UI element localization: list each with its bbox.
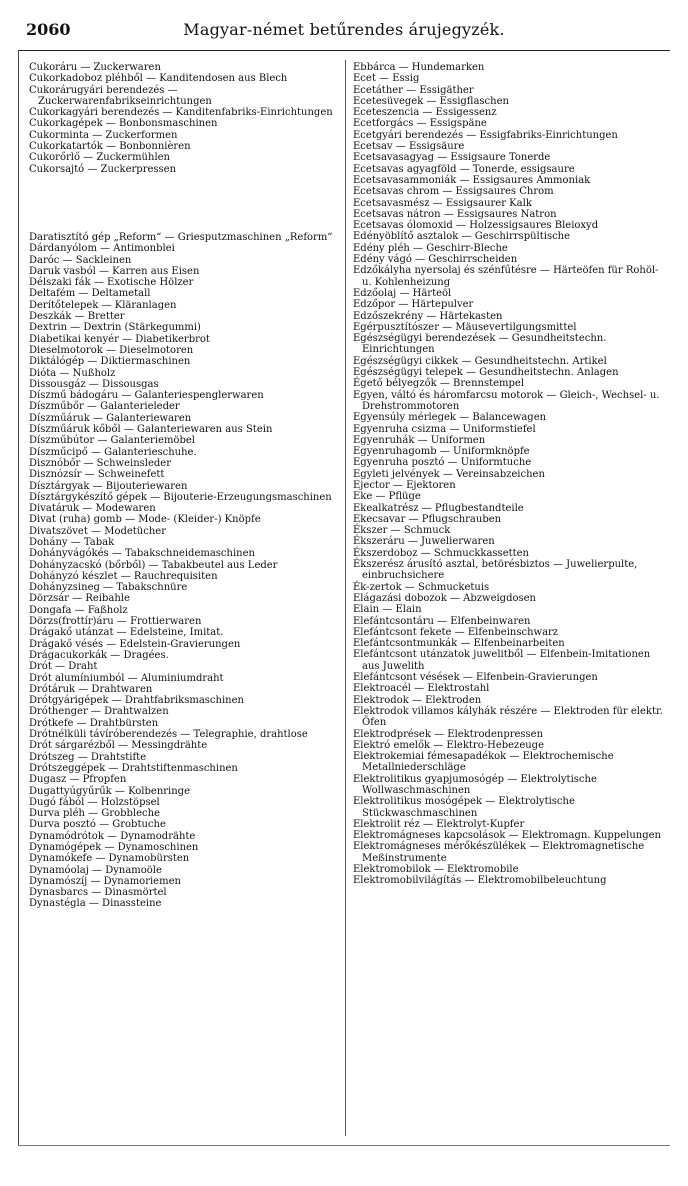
index-entry: Drágakő utánzat — Edelsteine, Imitat.: [29, 627, 224, 639]
index-entry: Edzőkályha nyersolaj és szénfűtésre — Härteöfen für Rohöl- u. Kohlenheizung: [353, 265, 659, 288]
index-entry: Dísztárgyak — Bijouteriewaren: [29, 480, 188, 492]
index-entry: Ék-zertok — Schmucketuis: [353, 581, 490, 593]
index-entry: Elektromágneses mérőkészülékek — Elektromagnetische Meßinstrumente: [353, 841, 645, 864]
index-entry: Ecet — Essig: [353, 73, 420, 85]
index-entry: Egészségügyi telepek — Gesundheitstechn. Anlagen: [353, 367, 619, 379]
footer-rule: [18, 1145, 670, 1146]
index-entry: Ebbárca — Hundemarken: [353, 62, 485, 73]
index-entry: Elektrolitikus gyapjumosógép — Elektrolytische Wollwaschmaschinen: [353, 773, 597, 796]
index-entry: Drótáruk — Drahtwaren: [29, 683, 153, 695]
index-entry: Dörzsár — Reibahle: [29, 593, 130, 605]
index-entry: Díszmű bádogáru — Galanteriespenglerwaren: [29, 390, 264, 402]
header-rule: [18, 50, 670, 51]
index-entry: Dextrin — Dextrin (Stärkegummi): [29, 322, 201, 334]
index-entry: Drótszeggépek — Drahtstiftenmaschinen: [29, 762, 238, 774]
index-entry: Egyen, váltó és háromfarcsu motorok — Gleich-, Wechsel- u. Drehstrommotoren: [353, 389, 660, 412]
index-entry: Daruk vasból — Karren aus Eisen: [29, 265, 200, 277]
index-entry: Elefántcsont fekete — Elfenbeinschwarz: [353, 626, 559, 638]
index-entry: Elain — Elain: [353, 604, 422, 616]
index-entry: Egyenruha posztó — Uniformtuche: [353, 457, 532, 469]
index-entry: Daróc — Sackleinen: [29, 254, 132, 266]
index-entry: Dynamógépek — Dynamoschinen: [29, 842, 199, 853]
index-entry: Diktálógép — Diktiermaschinen: [29, 356, 191, 368]
index-entry: Egyenruhagomb — Uniformknöpfe: [353, 446, 530, 458]
index-entry: Elágazási dobozok — Abzweigdosen: [353, 592, 536, 604]
index-entry: Egérpusztítószer — Mäusevertilgungsmittel: [353, 321, 577, 333]
index-entry: Durva posztó — Grobtuche: [29, 819, 166, 831]
index-entry: Edény pléh — Geschirr-Bleche: [353, 242, 508, 254]
index-entry: Dohányzacskó (bőrből) — Tabakbeutel aus Leder: [29, 559, 278, 571]
index-entry: Cukorkagépek — Bonbonsmaschinen: [29, 118, 218, 130]
index-entry: Deszkák — Bretter: [29, 311, 125, 323]
index-entry: Elektrodok villamos kályhák részére — Elektroden für elektr. Öfen: [353, 705, 663, 729]
left-column: [29, 62, 337, 910]
index-entry: Ecetsavas nátron — Essigsaures Natron: [353, 208, 557, 220]
index-entry: Egyleti jelvények — Vereinsabzeichen: [353, 468, 545, 480]
index-entry: Ecetsavas agyagföld — Tonerde, essigsaure: [353, 163, 575, 175]
index-entry: Eke — Pflüge: [353, 491, 421, 503]
index-entry: Dynamóolaj — Dynamoöle: [29, 864, 162, 876]
index-entry: Elektrolit réz — Elektrolyt-Kupfer: [353, 818, 525, 830]
index-entry: Ecetáther — Essigäther: [353, 84, 474, 96]
index-entry: Dugasz — Pfropfen: [29, 774, 127, 786]
index-entry: Diabetikai kenyér — Diabetikerbrot: [29, 333, 210, 345]
index-entry: Ecetsavasammoniák — Essigsaures Ammoniak: [353, 174, 591, 186]
index-entry: Dohány — Tabak: [29, 536, 115, 548]
index-entry: Dynamókefe — Dynamobürsten: [29, 853, 190, 865]
page-header: [18, 14, 670, 48]
index-entry: Durva pléh — Grobbleche: [29, 808, 161, 820]
index-entry: Elektrolitikus mosógépek — Elektrolytische Stückwaschmaschinen: [353, 796, 575, 819]
index-entry: Díszműáruk kőből — Galanteriewaren aus Stein: [29, 424, 273, 436]
index-entry: Egészségügyi berendezések — Gesundheitstechn. Einrichtungen: [353, 333, 607, 356]
index-entry: Disznóbőr — Schweinsleder: [29, 457, 171, 469]
index-entry: Cukorkadoboz pléhből — Kanditendosen aus Blech: [29, 73, 288, 85]
index-entry: Dugattyúgyűrűk — Kolbenringe: [29, 785, 190, 797]
index-entry: Ékszerdoboz — Schmuckkassetten: [353, 547, 530, 559]
index-entry: Ékszeráru — Juwelierwaren: [353, 536, 495, 548]
page-number: 2060: [26, 20, 71, 39]
index-entry: Elektrodok — Elektroden: [353, 694, 482, 706]
index-entry: Elefántcsont vésések — Elfenbein-Gravierungen: [353, 672, 598, 684]
index-entry: Ecetsavas chrom — Essigsaures Chrom: [353, 186, 554, 198]
column-divider: [345, 60, 346, 1136]
index-entry: Dynasbarcs — Dinasmörtel: [29, 887, 167, 899]
index-entry: Dynastégla — Dinassteine: [29, 898, 162, 910]
index-entry: Ékszer — Schmuck: [353, 525, 451, 537]
index-entry: Drágakő vésés — Edelstein-Gravierungen: [29, 638, 241, 650]
index-entry: Divatszövet — Modetücher: [29, 525, 166, 537]
index-entry: Ekealkatrész — Pflugbestandteile: [353, 502, 524, 514]
index-entry: Ecetgyári berendezés — Essigfabriks-Einrichtungen: [353, 129, 618, 141]
index-entry: Dísztárgykészítő gépek — Bijouterie-Erzeugungsmaschinen: [29, 491, 332, 503]
index-entry: Egyenruha csizma — Uniformstiefel: [353, 423, 536, 435]
index-entry: Deltafém — Deltametall: [29, 288, 151, 300]
index-entry: Cukorkagyári berendezés — Kanditenfabriks-Einrichtungen: [29, 107, 333, 119]
index-entry: Ecetsavasagyag — Essigsaure Tonerde: [353, 152, 551, 164]
index-entry: Elefántcsontmunkák — Elfenbeinarbeiten: [353, 638, 565, 650]
index-entry: Ecetsavas ólomoxid — Holzessigsaures Bleioxyd: [353, 220, 599, 232]
index-entry: Dohányzsineg — Tabakschnüre: [29, 582, 188, 594]
index-entry: Edény vágó — Geschirrscheiden: [353, 254, 518, 266]
index-entry: Cukorminta — Zuckerformen: [29, 129, 178, 141]
index-entry: Dissousgáz — Dissousgas: [29, 378, 159, 390]
index-entry: Drótszeg — Drahtstifte: [29, 751, 147, 763]
index-entry: Ékszerész árusító asztal, betörésbiztos — Juwelierpulte, einbruchsichere: [353, 559, 638, 582]
index-entry: Díszműbútor — Galanteriemöbel: [29, 435, 195, 447]
index-entry: Eceteszencia — Essigessenz: [353, 107, 497, 119]
index-entry: Drót alumíniumból — Aluminiumdraht: [29, 672, 224, 684]
index-entry: Ecetforgács — Essigspäne: [353, 118, 487, 130]
index-entry: Cukorárugyári berendezés — Zuckerwarenfabrikseinrichtungen: [29, 84, 212, 107]
index-entry: Dróthenger — Drahtwalzen: [29, 706, 169, 718]
index-entry: Elektró emelők — Elektro-Hebezeuge: [353, 739, 545, 751]
index-entry: Elektromobilvilágítás — Elektromobilbeleuchtung: [353, 875, 607, 887]
index-entry: Díszműáruk — Galanteriewaren: [29, 412, 192, 424]
left-margin-rule: [18, 50, 19, 1146]
index-entry: Egyensúly mérlegek — Balancewagen: [353, 412, 547, 424]
index-entry: Drótkefe — Drahtbürsten: [29, 717, 159, 729]
index-entry: Cukorkatartók — Bonbonnièren: [29, 141, 191, 153]
index-entry: Daratisztító gép „Reform“ — Griesputzmaschinen „Reform“: [29, 231, 333, 243]
index-entry: Délszaki fák — Exotische Hölzer: [29, 277, 194, 289]
index-entry: Edényöblítő asztalok — Geschirrspültische: [353, 231, 571, 243]
index-entry: Divatáruk — Modewaren: [29, 503, 156, 515]
index-entry: Ecetsavasmész — Essigsaurer Kalk: [353, 197, 532, 209]
index-entry: Ecetsav — Essigsäure: [353, 141, 465, 153]
index-entry: Cukorőrlő — Zuckermühlen: [29, 152, 170, 164]
index-entry: Ecetesüvegek — Essigflaschen: [353, 95, 509, 107]
index-entry: Cukorsajtó — Zuckerpressen: [29, 163, 177, 175]
index-entry: Dynamódrótok — Dynamodrähte: [29, 830, 196, 842]
index-entry: Dynamószíj — Dynamoriemen: [29, 875, 181, 887]
index-entry: Elektromágneses kapcsolások — Elektromagn. Kuppelungen: [353, 830, 661, 842]
index-entry: Drótnélküli távíróberendezés — Telegraphie, drahtlose: [29, 729, 308, 741]
index-entry: Dióta — Nußholz: [29, 367, 116, 379]
index-entry: Egészségügyi cikkek — Gesundheitstechn. Artikel: [353, 355, 607, 367]
index-entry: Elektrodprések — Elektrodenpressen: [353, 728, 544, 740]
index-entry: Elefántcsont utánzatok juwelitből — Elfenbein-Imitationen aus Juwelith: [353, 649, 651, 672]
index-entry: Díszműcipő — Galanterieschuhe.: [29, 446, 197, 458]
index-entry: Drót sárgarézből — Messingdrähte: [29, 740, 208, 752]
index-entry: Cukoráru — Zuckerwaren: [29, 62, 161, 73]
index-entry: Dohányzó készlet — Rauchrequisiten: [29, 570, 218, 582]
index-entry: Dárdanyólom — Antimonblei: [29, 243, 175, 255]
right-column: [353, 62, 665, 887]
index-entry: Ekecsavar — Pflugschrauben: [353, 513, 502, 525]
index-entry: Dieselmotorok — Dieselmotoren: [29, 344, 194, 356]
index-entry: Egyenruhák — Uniformen: [353, 434, 486, 446]
index-entry: Elektroacél — Elektrostahl: [353, 683, 490, 695]
page-title: Magyar-német betűrendes árujegyzék.: [183, 20, 505, 39]
index-entry: Drót — Draht: [29, 661, 98, 673]
index-entry: Ejector — Ejektoren: [353, 479, 456, 491]
index-entry: Dörzs(frottír)áru — Frottierwaren: [29, 616, 202, 628]
index-entry: Derítőtelepek — Kläranlagen: [29, 299, 177, 311]
index-entry: Díszműbőr — Galanterieleder: [29, 401, 180, 413]
index-entry: Disznózsír — Schweinefett: [29, 469, 165, 481]
index-entry: Dohányvágókés — Tabakschneidemaschinen: [29, 548, 255, 560]
index-entry: Dongafa — Faßholz: [29, 604, 128, 616]
index-entry: Drágacukorkák — Dragées.: [29, 649, 169, 661]
index-entry: Elektromobilok — Elektromobile: [353, 864, 519, 876]
index-entry: Égető bélyegzők — Brennstempel: [353, 378, 525, 390]
index-entry: Elektrokemiai fémesapadékok — Elektrochemische Metallniederschläge: [353, 751, 614, 774]
index-entry: Dugó fából — Holzstöpsel: [29, 796, 160, 808]
section-gap: [29, 175, 337, 232]
index-entry: Edzőolaj — Härteöl: [353, 287, 452, 299]
index-entry: Edzőpor — Härtepulver: [353, 299, 474, 311]
index-entry: Edzőszekrény — Härtekasten: [353, 310, 503, 322]
index-entry: Elefántcsontáru — Elfenbeinwaren: [353, 615, 531, 627]
index-entry: Drótgyárigépek — Drahtfabriksmaschinen: [29, 695, 244, 707]
index-entry: Divat (ruha) gomb — Mode- (Kleider-) Knöpfe: [29, 514, 261, 526]
